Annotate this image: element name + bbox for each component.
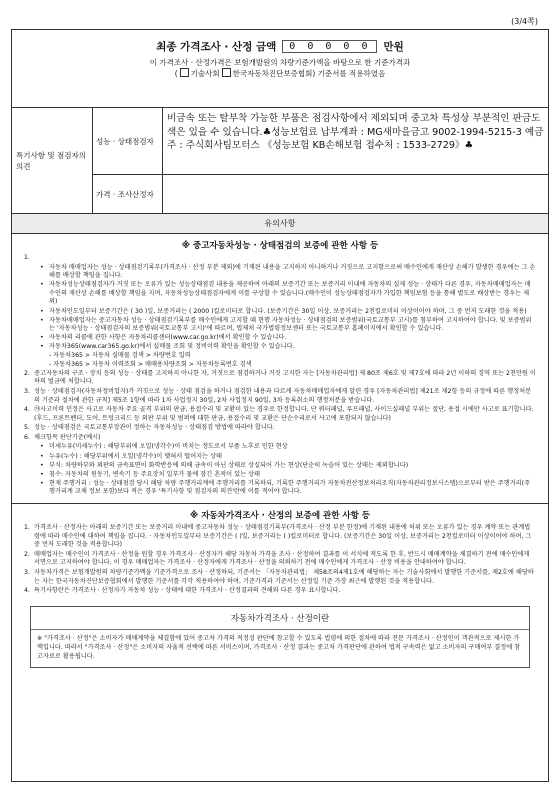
item-number: 5. bbox=[24, 424, 30, 432]
bullet-text: 자동차 매매업자는 성능 · 상태점검기록부(가격조사 · 산정 부분 제외)에 기재된 내용을 고지하지 아니하거나 거짓으로 고지함으로써 매수인에게 재산상 손해가 발생한 경우에는 그 손해를 배상할 책임을 집니다. bbox=[49, 263, 536, 280]
price-summary bbox=[12, 39, 548, 108]
notice-bullet bbox=[24, 471, 536, 480]
item-number: 1. bbox=[24, 254, 30, 261]
item-number: 2. bbox=[24, 369, 30, 377]
special-notes-section bbox=[12, 108, 548, 214]
section1-title: ※ 중고자동차성능 · 상태점검의 보증에 관한 사항 등 bbox=[181, 241, 379, 251]
notice-bullet bbox=[24, 462, 536, 471]
price-unit: 만원 bbox=[383, 41, 404, 53]
bullet-dot: • bbox=[40, 334, 44, 342]
item-text: ㉮사고이력 인정은 사고로 자동차 주요 골격 부위의 판금, 용접수리 및 교환이 있는 경우로 한정합니다. 단 쿼터패널, 루프패널, 사이드실패널 부위는 절단, 용접 시에만 사고로 표기합니다. (후드, 프론트펜더, 도어, 트렁크리드 등 외판 부위 및 범퍼에 대한 판금, 용접수리 및 교환은 단순수리로서 사고에 포함되지 않습니다) bbox=[34, 406, 534, 422]
item-number: 4. bbox=[24, 587, 30, 595]
bullet-dot: • bbox=[40, 343, 44, 351]
bullet-dot: • bbox=[40, 263, 44, 271]
price-value: 0 0 0 0 0 bbox=[282, 40, 377, 53]
notice2-item bbox=[24, 569, 536, 586]
bullet-text: 누유(누수) : 해당부위에서 오일(냉각수)이 맺혀서 떨어지는 상태 bbox=[49, 452, 222, 460]
bullet-dot: • bbox=[40, 452, 44, 460]
item-number: 3. bbox=[24, 569, 30, 576]
bullet-dot: • bbox=[40, 443, 44, 451]
section2-title: ※ 자동차가격조사 · 산정의 보증에 관한 사항 등 bbox=[189, 511, 370, 522]
item-number: 3. bbox=[24, 387, 30, 395]
notice-header: 유의사항 bbox=[12, 214, 548, 234]
notice-bullet bbox=[24, 281, 536, 307]
notice-bullet bbox=[24, 453, 536, 462]
notice-item bbox=[24, 406, 536, 423]
notice-item bbox=[24, 388, 536, 405]
notice-bullet bbox=[24, 308, 536, 317]
item-text: 매매업자는 매수인이 가격조사 · 산정을 원할 경우 가격조사 · 산정자가 해당 자동차 가격을 조사 · 산정하여 결과를 이 서식에 적도록 한 후, 반드시 매매계약을 체결하기 전에 매수인에게 서면으로 고지하여야 합니다. 이 경우 매매업자는 가격조사 · 산정자에게 가격조사 · 산정을 의뢰하기 전에 매수인에게 가격조사 · 산정 비용을 안내하여야 합니다. bbox=[34, 550, 530, 567]
checkbox-diagnosis-association[interactable] bbox=[222, 68, 231, 77]
item-number: 1. bbox=[24, 524, 30, 532]
notice2-item bbox=[24, 587, 536, 596]
section1-body bbox=[12, 254, 548, 497]
item-text: 체크항목 판단기준(예시) bbox=[34, 433, 101, 441]
bullet-text: 자동차365(www.car365.go.kr)에서 실매물 조회 및 정비이력 확인을 확인할 수 있습니다. - 자동차365 > 자동차 실매물 검색 > 차량번호 입력 - 자동차365 > 자동차 이력조회 > 매매용차량조회 > 자동차등록번호 검색 bbox=[49, 343, 295, 368]
item-number: 2. bbox=[24, 550, 30, 558]
notice-item bbox=[24, 424, 536, 433]
item-text: 성능 · 상태점검자(자동차정비업자)가 거짓으로 성능 · 상태 점검을 하거나 점검한 내용과 다르게 자동차매매업자에게 알린 경우 [자동차관리법] 제21조 제2항 등의 규정에 따른 행정처분의 기준과 절차에 관한 규칙] 제5조 1항에 따라 1차 사업정지 30일, 2차 사업정지 90일, 3차 등록취소의 행정처분을 받습니다. bbox=[34, 387, 532, 404]
item-text: 특기사항란은 가격조사 · 산정자가 자동차 성능 · 상태에 대한 가격조사 · 산정결과의 견해와 다른 경우 표시합니다. bbox=[34, 587, 341, 595]
bullet-text: 미세누유(미세누수) : 해당부위에 오일(냉각수)이 비치는 정도로서 부품 노후로 인한 현상 bbox=[49, 443, 288, 451]
bullet-text: 현재 주행거리 : 성능 · 상태점검 당시 해당 차량 주행거리계에 주행거리를 기록하되, 기록한 주행거리가 자동차전산정보처리조직(자동차관리정보시스템)으로부터 받은 주행거리(주행거리계 교체 정보 포함)보다 적은 경우 '특기사항 및 점검자의 의견'란에 이를 적어야 합니다. bbox=[49, 479, 531, 496]
notice-item bbox=[24, 254, 536, 263]
item-text: 성능 · 상태점검은 국토교통부장관이 정하는 자동차성능 · 상태점검 방법에 따라야 합니다. bbox=[34, 424, 275, 432]
bullet-text: 자동차매매업자는 중고자동차 성능 · 상태점검기록부를 매수인에게 고지할 때 현행 자동차성능 · 상태점검의 보증범위(국토교통부 고시)를 첨부하여 고지하여야 합니다. 및 보증범위는 '자동차성능 · 상태점검자의 보증범위(국토교통부 고시)'에 따르며, 법제처 국가법령정보센터 또는 국토교통부 홈페이지에서 확인할 수 있습니다. bbox=[49, 316, 532, 333]
notice-item bbox=[24, 434, 536, 443]
item-text: 중고자동차의 구조 · 장치 등의 성능 · 상태를 고지하지 아니한 자, 거짓으로 점검하거나 거짓 고지한 자는 [자동차관리법] 제 80조 제6호 및 제7호에 따라 2년 이하의 징역 또는 2천만원 이하의 벌금에 처합니다. bbox=[34, 369, 536, 386]
item-number: 4. bbox=[24, 406, 30, 414]
notice-bullet bbox=[24, 443, 536, 452]
bullet-text: 자동차의 리콜에 관한 사항은 자동차리콜센터(www.car.go.kr)에서 확인할 수 있습니다. bbox=[49, 334, 287, 342]
page-number: (3/4쪽) bbox=[511, 17, 538, 26]
bullet-text: 자동차성능상태점검자가 거짓 또는 오류가 있는 성능상태점검 내용을 제공하여 아래의 보증기간 또는 보증거리 이내에 자동차의 실제 성능 · 상태가 다른 경우, 자동차매매업자는 매수인의 재산상 손해를 배상할 책임을 지며, 자동차성능상태점검자에게 이를 구상할 수 있습니다.(매수인이 성능상태점검자가 가입한 책임보험 등을 통해 별도로 배상받는 경우는 제외) bbox=[49, 281, 531, 306]
price-title: 최종 가격조사 · 산정 금액 bbox=[156, 41, 277, 53]
bullet-dot: • bbox=[40, 281, 44, 289]
notice-bullet bbox=[24, 343, 536, 369]
price-title-line bbox=[12, 39, 548, 54]
bullet-text: 자동차인도일부터 보증기간은 ( 30 )일, 보증거리는 ( 2000 )킬로미터로 합니다. (보증기간은 30일 이상, 보증거리는 2천킬로미터 이상이어야 하며, 그 중 먼저 도래한 것을 적용) bbox=[49, 307, 527, 315]
bullet-text: 부식: 차량하부와 외판의 금속표면이 화학반응에 의해 금속이 아닌 상태로 상실되어 가는 현상(단순히 녹슬어 있는 상태는 제외합니다) bbox=[49, 461, 409, 469]
special-notes-label: 특기사항 및 점검자의 의견 bbox=[12, 108, 93, 213]
notice-item bbox=[24, 370, 536, 387]
bullet-dot: • bbox=[40, 470, 44, 478]
inspector-label: 성능 · 상태점검자 bbox=[93, 108, 163, 174]
price-subtitle bbox=[12, 57, 548, 79]
bullet-dot: • bbox=[40, 461, 44, 469]
appraisal-definition-text: ※ "가격조사 · 산정"은 소비자가 매매계약을 체결함에 있어 중고차 가격의 적정성 판단에 참고할 수 있도록 법령에 의한 절차에 따라 전문 가격조사 · 산정인이 객관적으로 제시한 가액입니다. 따라서 "가격조사 · 산정"은 소비자의 자율적 선택에 따른 서비스이며, 가격조사 · 산정 결과는 중고차 가격판단에 관하여 법적 구속력은 없고 소비자의 구매여부 결정에 참고자료로 활용됩니다. bbox=[37, 634, 521, 660]
form-frame bbox=[11, 29, 549, 782]
checkbox-engineering-society[interactable] bbox=[180, 68, 189, 77]
appraiser-label: 가격 · 조사산정자 bbox=[93, 175, 163, 213]
bullet-dot: • bbox=[40, 479, 44, 487]
subtitle-line-1: 이 가격조사 · 산정가격은 보험개발원의 차량기준가액을 바탕으로 한 기준가격과 bbox=[149, 58, 411, 67]
notice2-item bbox=[24, 551, 536, 568]
notice2-item bbox=[24, 524, 536, 550]
subtitle-line-2: ( 기술사회 한국자동차진단보증협회) 기준서를 적용하였음 bbox=[174, 69, 386, 78]
item-text: 가격조사 · 산정자는 아래의 보증기간 또는 보증거리 이내에 중고자동차 성능 · 상태점검기록부(가격조사 · 산정 부분 한정)에 기재된 내용에 허위 또는 오류가 있는 경우 계약 또는 관계법령에 따라 매수인에 대하여 책임을 집니다. · 자동차인도일부터 보증기간은 ( )일, 보증거리는 ( )킬로미터로 합니다. (보증기간은 30일 이상, 보증거리는 2천킬로미터 이상이어야 하며, 그 중 먼저 도래한 것을 적용합니다) bbox=[34, 524, 532, 549]
item-number: 6. bbox=[24, 433, 30, 441]
section2-body bbox=[12, 524, 548, 596]
appraisal-definition-box bbox=[30, 606, 530, 668]
appraisal-definition-title: 자동차가격조사 · 산정이란 bbox=[31, 607, 529, 630]
bullet-text: 침수: 자동차의 원동기, 변속기 등 주요장치 일부가 물에 잠긴 흔적이 있는 상태 bbox=[49, 470, 260, 478]
bullet-dot: • bbox=[40, 316, 44, 324]
notice-bullet bbox=[24, 264, 536, 281]
notice-bullet bbox=[24, 317, 536, 334]
bullet-dot: • bbox=[40, 307, 44, 315]
notice-bullet bbox=[24, 480, 536, 497]
notice-bullet bbox=[24, 334, 536, 343]
item-text: 자동차가격은 보험개발원의 차량기준가액을 기준가격으로 조사 · 산정하되, 기준서는 「자동차관리법」 제58조의4제1호에 해당하는 자는 기술사회에서 발행한 기준서를, 제2호에 해당하는 자는 한국자동차진단보증협회에서 발행한 기준서를 각각 적용하여야 하며, 기준가격과 기준서는 산정일 기준 가장 최근에 발행된 것을 적용합니다. bbox=[34, 569, 534, 585]
appraiser-opinion bbox=[163, 175, 548, 213]
inspector-opinion: 비금속 또는 탈부착 가능한 부품은 점검사항에서 제외되며 중고차 특성상 부분적인 판금도색은 있을 수 있습니다.♣성능보험료 납부계좌 : MG새마을금고 9002-1994-5215-3 예금주 : 주식회사팀모터스 《성능보험 KB손해보험 접수처 : 1533-2729》♣ bbox=[167, 113, 544, 151]
section-divider bbox=[12, 503, 548, 504]
